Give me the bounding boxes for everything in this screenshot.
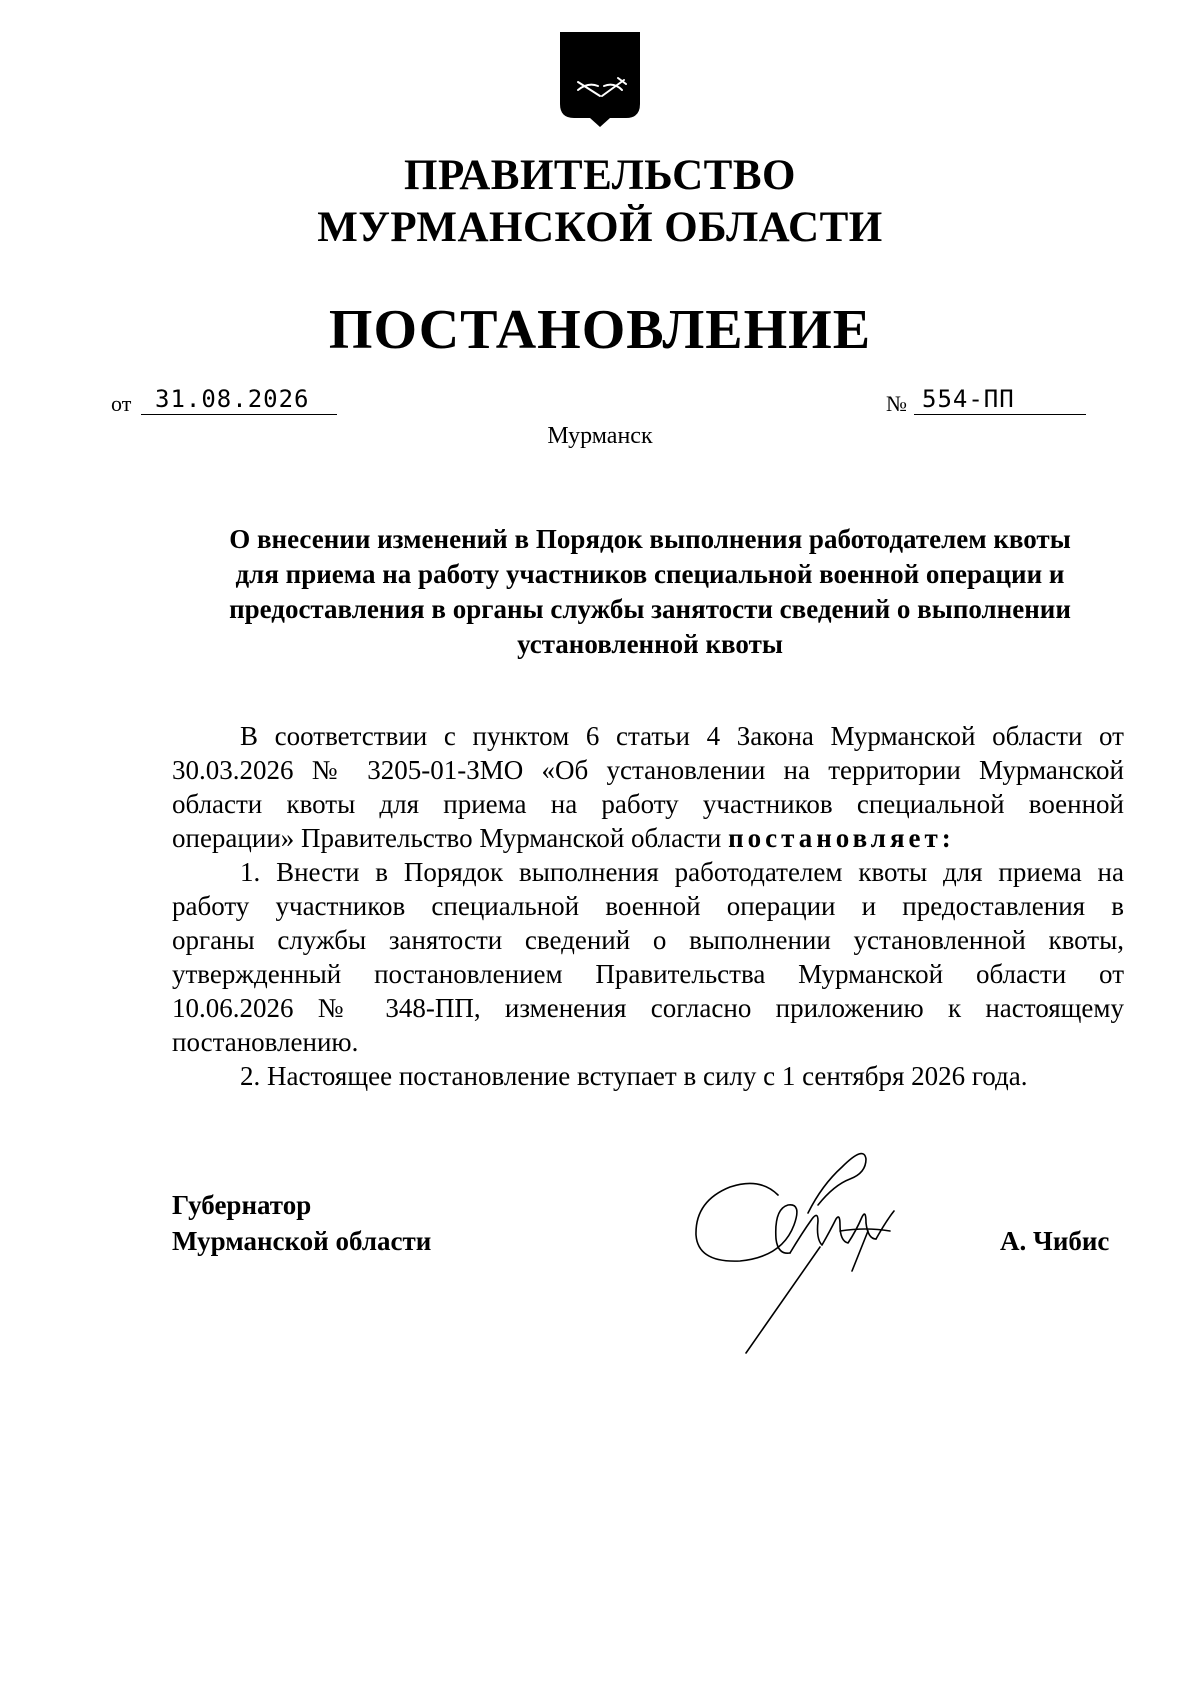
subject-line: предоставления в органы службы занятости сведений о выполнении	[229, 594, 1071, 624]
city: Мурманск	[547, 423, 653, 449]
decree-word: постановляет:	[728, 823, 955, 853]
date-value: 31.08.2026	[155, 385, 310, 413]
document-body	[172, 719, 1124, 1093]
document-type-title: ПОСТАНОВЛЕНИЕ	[328, 299, 872, 361]
date-underline	[141, 414, 337, 415]
org-title-line-1: ПРАВИТЕЛЬСТВО	[404, 152, 796, 199]
subject-line: для приема на работу участников специальной военной операции и	[235, 559, 1065, 589]
preamble-last-line	[172, 821, 1124, 855]
item-2: 2. Настоящее постановление вступает в силу с 1 сентября 2026 года.	[240, 1061, 1028, 1091]
organization-title	[0, 150, 1200, 254]
date-label: от	[111, 391, 132, 416]
item-1-line: 1. Внести в Порядок выполнения работодателем квоты для приема на	[240, 857, 1124, 887]
handwritten-signature	[690, 1135, 940, 1355]
signer-name: А. Чибис	[1000, 1226, 1110, 1256]
preamble-line: операции» Правительство Мурманской области	[172, 823, 722, 853]
signer-position-line-1: Губернатор	[172, 1190, 312, 1220]
murmansk-region-coat-of-arms-icon	[556, 30, 644, 128]
signer-position	[172, 1187, 431, 1259]
org-title-line-2: МУРМАНСКОЙ ОБЛАСТИ	[317, 204, 883, 251]
signer-position-line-2: Мурманской области	[172, 1226, 432, 1256]
item-1-line: постановлению.	[172, 1027, 359, 1057]
item-1-line: утвержденный постановлением Правительства Мурманской области от	[172, 959, 1124, 989]
number-label: №	[886, 391, 907, 416]
preamble-line: области квоты для приема на работу участников специальной военной	[172, 789, 1124, 819]
item-1-line: органы службы занятости сведений о выполнении установленной квоты,	[172, 925, 1124, 955]
preamble-line: 30.03.2026 № 3205-01-ЗМО «Об установлении на территории Мурманской	[172, 755, 1124, 785]
subject-line: О внесении изменений в Порядок выполнения работодателем квоты	[229, 524, 1071, 554]
item-1-line: 10.06.2026 № 348-ПП, изменения согласно приложению к настоящему	[172, 993, 1124, 1023]
document-date	[111, 385, 341, 425]
document-number	[886, 385, 1096, 425]
item-1-line: работу участников специальной военной операции и предоставления в	[172, 891, 1124, 921]
number-value: 554-ПП	[922, 385, 1015, 413]
document-subject	[190, 522, 1110, 662]
number-underline	[914, 414, 1086, 415]
preamble-line: В соответствии с пунктом 6 статьи 4 Закона Мурманской области от	[240, 721, 1124, 751]
subject-line: установленной квоты	[517, 629, 783, 659]
